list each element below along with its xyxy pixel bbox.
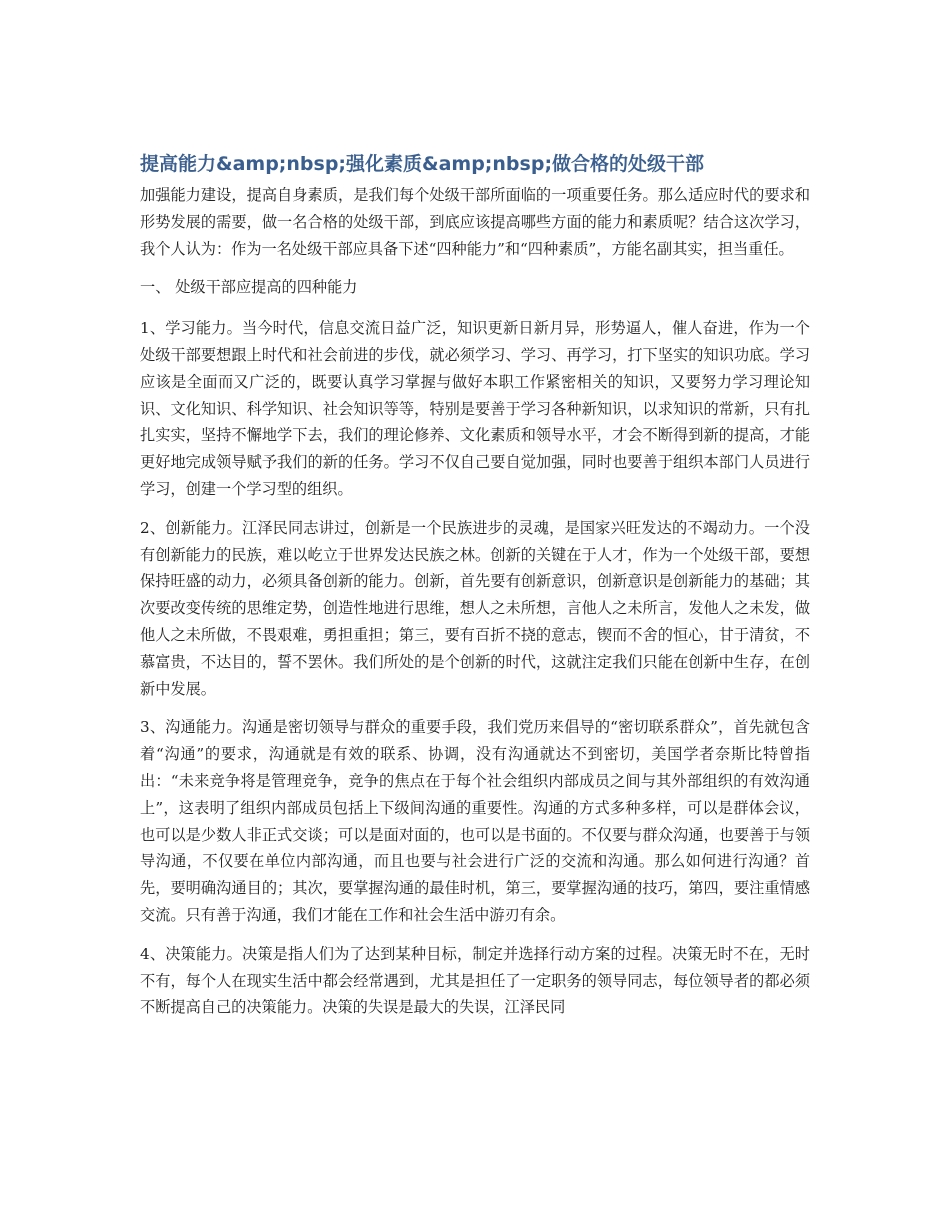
intro-paragraph: 加强能力建设，提高自身素质，是我们每个处级干部所面临的一项重要任务。那么适应时代的要求和形势发展的需要，做一名合格的处级干部，到底应该提高哪些方面的能力和素质呢？结合这次学习，我个人认为：作为一名处级干部应具备下述“四种能力”和“四种素质”，方能名副其实，担当重任。 xyxy=(140,186,810,258)
document-title: 提高能力&amp;nbsp;强化素质&amp;nbsp;做合格的处级干部 xyxy=(140,153,705,175)
paragraph-innovation-ability: 2、创新能力。江泽民同志讲过，创新是一个民族进步的灵魂，是国家兴旺发达的不竭动力。一个没有创新能力的民族，难以屹立于世界发达民族之林。创新的关键在于人才，作为一个处级干部，要想保持旺盛的动力，必须具备创新的能力。创新，首先要有创新意识，创新意识是创新能力的基础；其次要改变传统的思维定势，创造性地进行思维，想人之未所想，言他人之未所言，发他人之未发，做他人之未所做，不畏艰难，勇担重担；第三，要有百折不挠的意志，锲而不舍的恒心，甘于清贫，不慕富贵，不达目的，誓不罢休。我们所处的是个创新的时代，这就注定我们只能在创新中生存，在创新中发展。 xyxy=(140,518,810,698)
document-page xyxy=(140,150,810,1033)
paragraph-learning-ability: 1、学习能力。当今时代，信息交流日益广泛，知识更新日新月异，形势逼人，催人奋进，作为一个处级干部要想跟上时代和社会前进的步伐，就必须学习、学习、再学习，打下坚实的知识功底。学习应该是全面而又广泛的，既要认真学习掌握与做好本职工作紧密相关的知识，又要努力学习理论知识、文化知识、科学知识、社会知识等等，特别是要善于学习各种新知识，以求知识的常新，只有扎扎实实，坚持不懈地学下去，我们的理论修养、文化素质和领导水平，才会不断得到新的提高，才能更好地完成领导赋予我们的新的任务。学习不仅自己要自觉加强，同时也要善于组织本部门人员进行学习，创建一个学习型的组织。 xyxy=(140,319,810,498)
paragraph-decision-ability: 4、决策能力。决策是指人们为了达到某种目标，制定并选择行动方案的过程。决策无时不在，无时不有，每个人在现实生活中都会经常遇到，尤其是担任了一定职务的领导同志，每位领导者的都必须不断提高自己的决策能力。决策的失误是最大的失误，江泽民同 xyxy=(140,944,810,1017)
section-heading: 一、 处级干部应提高的四种能力 xyxy=(140,278,358,297)
paragraph-communication-ability: 3、沟通能力。沟通是密切领导与群众的重要手段，我们党历来倡导的“密切联系群众”，首先就包含着“沟通”的要求，沟通就是有效的联系、协调，没有沟通就达不到密切，美国学者奈斯比特曾指出：“未来竞争将是管理竞争，竞争的焦点在于每个社会组织内部成员之间与其外部组织的有效沟通上”，这表明了组织内部成员包括上下级间沟通的重要性。沟通的方式多种多样，可以是群体会议，也可以是少数人非正式交谈；可以是面对面的，也可以是书面的。不仅要与群众沟通，也要善于与领导沟通，不仅要在单位内部沟通，而且也要与社会进行广泛的交流和沟通。那么如何进行沟通？首先，要明确沟通目的；其次，要掌握沟通的最佳时机，第三，要掌握沟通的技巧，第四，要注重情感交流。只有善于沟通，我们才能在工作和社会生活中游刃有余。 xyxy=(140,718,810,924)
